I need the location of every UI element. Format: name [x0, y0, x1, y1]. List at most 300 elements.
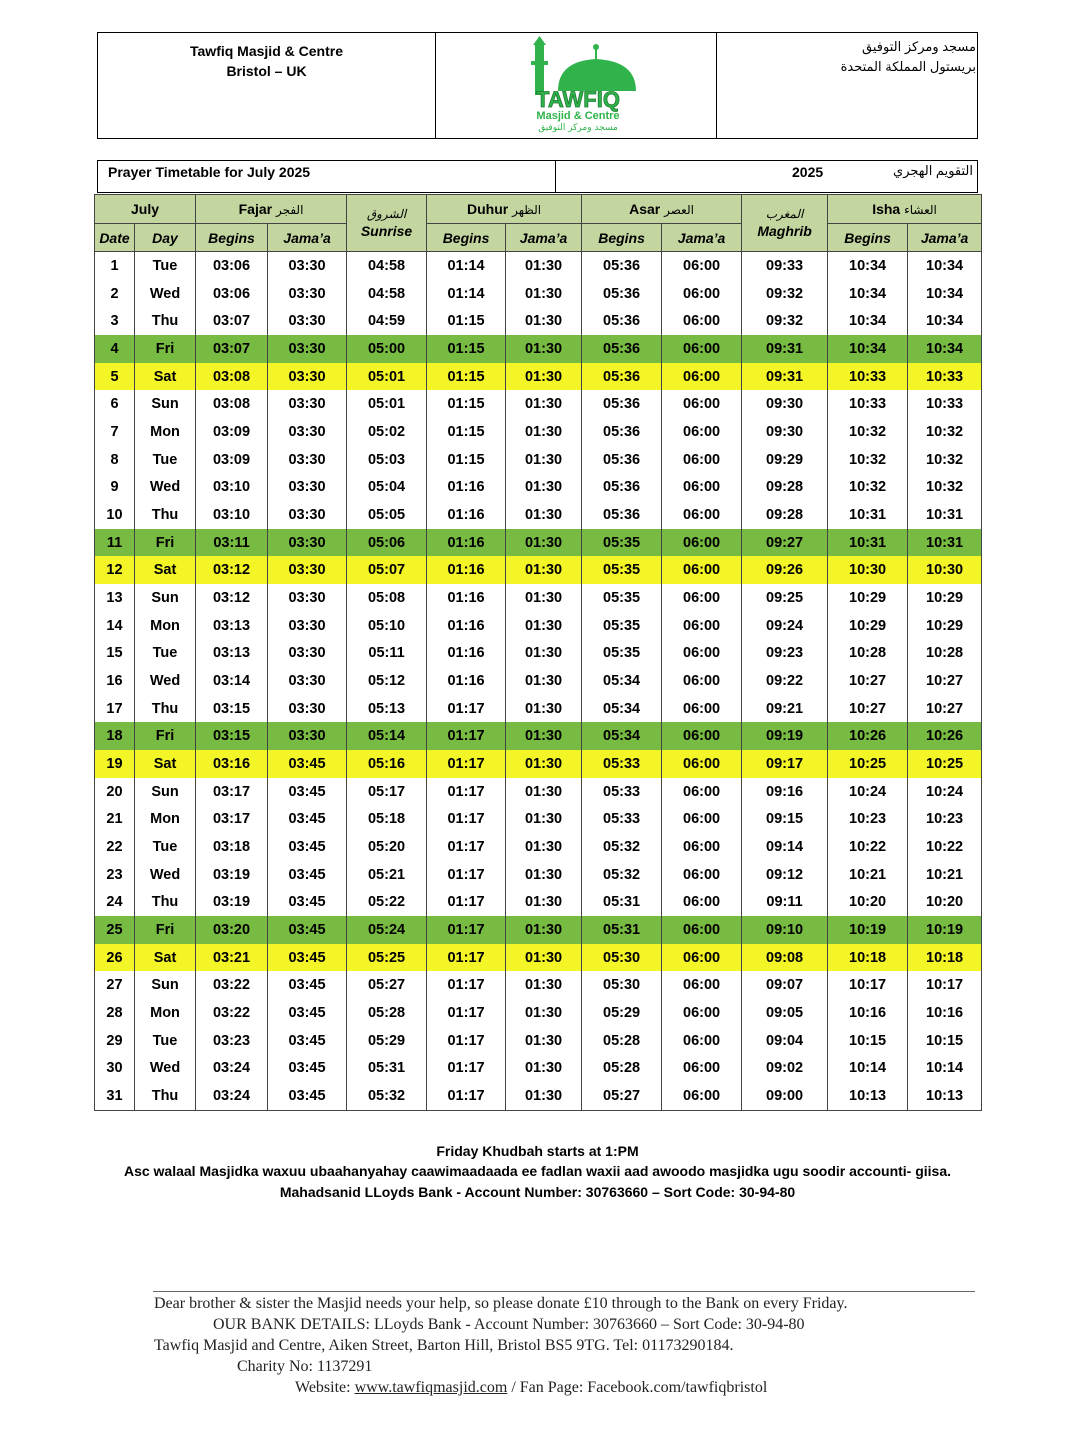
asar-begins-cell: 05:28: [582, 1054, 662, 1082]
maghrib-cell: 09:33: [742, 252, 828, 280]
date-cell: 3: [95, 307, 135, 335]
day-cell: Thu: [135, 307, 196, 335]
donation-appeal: Dear brother & sister the Masjid needs your help, so please donate £10 through to the Bank on every Friday.: [154, 1295, 848, 1312]
asar-jamaa-cell: 06:00: [662, 750, 742, 778]
duhur-jamaa-cell: 01:30: [506, 695, 582, 723]
title-divider: [555, 161, 556, 192]
table-row: [95, 695, 982, 723]
fajar-begins-cell: 03:09: [196, 446, 268, 474]
charity-number: Charity No: 1137291: [237, 1358, 373, 1375]
isha-begins-cell: 10:14: [828, 1054, 908, 1082]
isha-begins-cell: 10:33: [828, 363, 908, 391]
isha-jamaa-cell: 10:17: [908, 971, 982, 999]
table-row: [95, 363, 982, 391]
sunrise-cell: 05:32: [347, 1082, 427, 1110]
asar-jamaa-cell: 06:00: [662, 335, 742, 363]
day-cell: Wed: [135, 861, 196, 889]
asar-jamaa-cell: 06:00: [662, 473, 742, 501]
maghrib-cell: 09:17: [742, 750, 828, 778]
table-row: [95, 584, 982, 612]
day-cell: Mon: [135, 418, 196, 446]
table-row: [95, 473, 982, 501]
isha-begins-cell: 10:26: [828, 722, 908, 750]
month-header: July: [95, 195, 196, 224]
isha-jamaa-cell: 10:34: [908, 280, 982, 308]
asar-begins-cell: 05:35: [582, 556, 662, 584]
date-cell: 14: [95, 612, 135, 640]
isha-begins-cell: 10:23: [828, 805, 908, 833]
asar-jamaa-cell: 06:00: [662, 695, 742, 723]
day-cell: Mon: [135, 999, 196, 1027]
asar-begins-cell: 05:36: [582, 446, 662, 474]
duhur-jamaa-cell: 01:30: [506, 722, 582, 750]
fajar-begins-cell: 03:16: [196, 750, 268, 778]
table-row: [95, 501, 982, 529]
duhur-jamaa-cell: 01:30: [506, 861, 582, 889]
day-cell: Mon: [135, 612, 196, 640]
sunrise-cell: 05:24: [347, 916, 427, 944]
asar-jamaa-cell: 06:00: [662, 639, 742, 667]
fajar-begins-cell: 03:06: [196, 280, 268, 308]
date-cell: 20: [95, 778, 135, 806]
sunrise-cell: 05:06: [347, 529, 427, 557]
sunrise-arabic: الشروق: [366, 207, 407, 221]
isha-begins-header: Begins: [828, 224, 908, 252]
fajar-begins-cell: 03:10: [196, 473, 268, 501]
day-cell: Sat: [135, 556, 196, 584]
khudbah-note: Friday Khudbah starts at 1:PM: [436, 1143, 639, 1159]
logo-sub-text: Masjid & Centre: [536, 110, 620, 122]
duhur-jamaa-header: Jama’a: [506, 224, 582, 252]
duhur-begins-cell: 01:15: [427, 418, 506, 446]
maghrib-cell: 09:16: [742, 778, 828, 806]
asar-jamaa-cell: 06:00: [662, 778, 742, 806]
asar-jamaa-cell: 06:00: [662, 999, 742, 1027]
maghrib-cell: 09:02: [742, 1054, 828, 1082]
day-cell: Sat: [135, 363, 196, 391]
day-cell: Fri: [135, 529, 196, 557]
fajar-begins-cell: 03:15: [196, 722, 268, 750]
maghrib-cell: 09:11: [742, 888, 828, 916]
isha-jamaa-cell: 10:27: [908, 695, 982, 723]
header-divider: [716, 33, 717, 138]
isha-jamaa-cell: 10:29: [908, 612, 982, 640]
asar-begins-cell: 05:31: [582, 916, 662, 944]
duhur-header: [427, 195, 582, 224]
maghrib-cell: 09:28: [742, 473, 828, 501]
table-row: [95, 252, 982, 280]
fajar-begins-header: Begins: [196, 224, 268, 252]
duhur-begins-cell: 01:17: [427, 1054, 506, 1082]
asar-header: [582, 195, 742, 224]
duhur-begins-cell: 01:17: [427, 916, 506, 944]
duhur-begins-cell: 01:17: [427, 750, 506, 778]
isha-begins-cell: 10:34: [828, 252, 908, 280]
duhur-begins-cell: 01:17: [427, 971, 506, 999]
asar-begins-cell: 05:36: [582, 307, 662, 335]
isha-jamaa-cell: 10:31: [908, 529, 982, 557]
fajar-begins-cell: 03:24: [196, 1054, 268, 1082]
day-cell: Sat: [135, 750, 196, 778]
isha-begins-cell: 10:32: [828, 418, 908, 446]
maghrib-cell: 09:21: [742, 695, 828, 723]
table-row: [95, 390, 982, 418]
duhur-jamaa-cell: 01:30: [506, 612, 582, 640]
date-cell: 10: [95, 501, 135, 529]
duhur-begins-cell: 01:17: [427, 805, 506, 833]
header-divider: [435, 33, 436, 138]
asar-begins-cell: 05:36: [582, 252, 662, 280]
duhur-jamaa-cell: 01:30: [506, 778, 582, 806]
sunrise-cell: 05:14: [347, 722, 427, 750]
isha-jamaa-cell: 10:27: [908, 667, 982, 695]
isha-begins-cell: 10:29: [828, 584, 908, 612]
table-row: [95, 722, 982, 750]
isha-begins-cell: 10:32: [828, 473, 908, 501]
org-info-arabic: [724, 37, 976, 77]
fanpage-text: / Fan Page: Facebook.com/tawfiqbristol: [507, 1379, 768, 1396]
table-row: [95, 280, 982, 308]
date-cell: 23: [95, 861, 135, 889]
sunrise-cell: 05:17: [347, 778, 427, 806]
duhur-begins-cell: 01:15: [427, 390, 506, 418]
asar-begins-cell: 05:36: [582, 280, 662, 308]
isha-jamaa-cell: 10:13: [908, 1082, 982, 1110]
asar-jamaa-cell: 06:00: [662, 722, 742, 750]
fajar-jamaa-cell: 03:30: [268, 612, 347, 640]
asar-begins-cell: 05:33: [582, 778, 662, 806]
isha-begins-cell: 10:31: [828, 501, 908, 529]
asar-begins-cell: 05:34: [582, 722, 662, 750]
timetable-title: Prayer Timetable for July 2025: [108, 164, 311, 180]
isha-jamaa-cell: 10:28: [908, 639, 982, 667]
fajar-jamaa-cell: 03:30: [268, 695, 347, 723]
duhur-begins-cell: 01:17: [427, 695, 506, 723]
header-row-subcolumns: [95, 224, 982, 252]
asar-label: Asar: [629, 201, 661, 217]
duhur-begins-cell: 01:16: [427, 556, 506, 584]
table-row: [95, 750, 982, 778]
date-cell: 28: [95, 999, 135, 1027]
fajar-jamaa-cell: 03:30: [268, 639, 347, 667]
day-cell: Tue: [135, 1027, 196, 1055]
asar-jamaa-cell: 06:00: [662, 529, 742, 557]
asar-begins-cell: 05:35: [582, 639, 662, 667]
fajar-jamaa-cell: 03:45: [268, 861, 347, 889]
date-cell: 4: [95, 335, 135, 363]
duhur-begins-cell: 01:17: [427, 1027, 506, 1055]
maghrib-cell: 09:04: [742, 1027, 828, 1055]
day-cell: Wed: [135, 473, 196, 501]
sunrise-cell: 04:58: [347, 252, 427, 280]
fajar-jamaa-cell: 03:45: [268, 888, 347, 916]
sunrise-label: Sunrise: [360, 223, 413, 239]
fajar-begins-cell: 03:19: [196, 861, 268, 889]
date-cell: 29: [95, 1027, 135, 1055]
fajar-jamaa-cell: 03:45: [268, 1027, 347, 1055]
isha-begins-cell: 10:21: [828, 861, 908, 889]
fajar-jamaa-cell: 03:30: [268, 473, 347, 501]
asar-begins-cell: 05:27: [582, 1082, 662, 1110]
logo-main-text: TAWFIQ: [536, 87, 620, 112]
sunrise-cell: 05:16: [347, 750, 427, 778]
day-cell: Tue: [135, 639, 196, 667]
fajar-begins-cell: 03:22: [196, 971, 268, 999]
sunrise-cell: 05:31: [347, 1054, 427, 1082]
duhur-jamaa-cell: 01:30: [506, 418, 582, 446]
date-cell: 1: [95, 252, 135, 280]
isha-jamaa-cell: 10:14: [908, 1054, 982, 1082]
duhur-jamaa-cell: 01:30: [506, 971, 582, 999]
sunrise-cell: 05:18: [347, 805, 427, 833]
isha-jamaa-cell: 10:33: [908, 390, 982, 418]
sunrise-header: [347, 195, 427, 252]
timetable-body: [95, 252, 982, 1111]
sunrise-cell: 05:22: [347, 888, 427, 916]
day-cell: Thu: [135, 888, 196, 916]
maghrib-cell: 09:12: [742, 861, 828, 889]
maghrib-label: Maghrib: [757, 223, 812, 239]
day-header: Day: [135, 224, 196, 252]
duhur-jamaa-cell: 01:30: [506, 280, 582, 308]
duhur-jamaa-cell: 01:30: [506, 805, 582, 833]
isha-begins-cell: 10:34: [828, 335, 908, 363]
duhur-jamaa-cell: 01:30: [506, 446, 582, 474]
table-row: [95, 944, 982, 972]
fajar-jamaa-cell: 03:30: [268, 556, 347, 584]
isha-begins-cell: 10:27: [828, 695, 908, 723]
date-cell: 31: [95, 1082, 135, 1110]
isha-jamaa-cell: 10:15: [908, 1027, 982, 1055]
asar-jamaa-cell: 06:00: [662, 584, 742, 612]
date-cell: 2: [95, 280, 135, 308]
date-cell: 22: [95, 833, 135, 861]
duhur-begins-cell: 01:17: [427, 861, 506, 889]
asar-jamaa-cell: 06:00: [662, 280, 742, 308]
duhur-begins-cell: 01:17: [427, 833, 506, 861]
fajar-begins-cell: 03:07: [196, 307, 268, 335]
maghrib-cell: 09:08: [742, 944, 828, 972]
date-cell: 15: [95, 639, 135, 667]
fajar-begins-cell: 03:19: [196, 888, 268, 916]
fajar-begins-cell: 03:13: [196, 639, 268, 667]
date-cell: 30: [95, 1054, 135, 1082]
table-row: [95, 999, 982, 1027]
table-row: [95, 612, 982, 640]
fajar-jamaa-cell: 03:45: [268, 999, 347, 1027]
table-row: [95, 778, 982, 806]
maghrib-cell: 09:23: [742, 639, 828, 667]
maghrib-cell: 09:27: [742, 529, 828, 557]
maghrib-cell: 09:32: [742, 307, 828, 335]
isha-jamaa-cell: 10:23: [908, 805, 982, 833]
asar-jamaa-cell: 06:00: [662, 1082, 742, 1110]
fajar-jamaa-cell: 03:30: [268, 307, 347, 335]
fajar-begins-cell: 03:12: [196, 556, 268, 584]
fajar-begins-cell: 03:22: [196, 999, 268, 1027]
asar-jamaa-cell: 06:00: [662, 446, 742, 474]
fajar-begins-cell: 03:23: [196, 1027, 268, 1055]
somali-donation-note: Asc walaal Masjidka waxuu ubaahanyahay caawimaadaada ee fadlan waxii aad awoodo masjidka ugu soodir accounti- giisa.: [123, 1163, 952, 1179]
fajar-begins-cell: 03:11: [196, 529, 268, 557]
isha-begins-cell: 10:34: [828, 307, 908, 335]
duhur-jamaa-cell: 01:30: [506, 667, 582, 695]
date-cell: 8: [95, 446, 135, 474]
duhur-begins-cell: 01:17: [427, 722, 506, 750]
isha-jamaa-cell: 10:21: [908, 861, 982, 889]
date-cell: 13: [95, 584, 135, 612]
duhur-begins-cell: 01:16: [427, 667, 506, 695]
isha-jamaa-cell: 10:22: [908, 833, 982, 861]
table-row: [95, 529, 982, 557]
asar-begins-cell: 05:33: [582, 805, 662, 833]
isha-jamaa-cell: 10:34: [908, 335, 982, 363]
table-row: [95, 639, 982, 667]
asar-begins-cell: 05:33: [582, 750, 662, 778]
tawfiq-logo: [498, 33, 658, 133]
table-row: [95, 1054, 982, 1082]
asar-begins-cell: 05:28: [582, 1027, 662, 1055]
isha-jamaa-header: Jama’a: [908, 224, 982, 252]
date-cell: 6: [95, 390, 135, 418]
fajar-begins-cell: 03:12: [196, 584, 268, 612]
isha-begins-cell: 10:16: [828, 999, 908, 1027]
day-cell: Tue: [135, 252, 196, 280]
fajar-begins-cell: 03:09: [196, 418, 268, 446]
asar-jamaa-cell: 06:00: [662, 556, 742, 584]
maghrib-cell: 09:28: [742, 501, 828, 529]
arabic-org-name: مسجد ومركز التوفيق: [862, 39, 976, 54]
maghrib-cell: 09:30: [742, 418, 828, 446]
sunrise-cell: 05:28: [347, 999, 427, 1027]
sunrise-cell: 05:08: [347, 584, 427, 612]
duhur-begins-cell: 01:14: [427, 280, 506, 308]
isha-jamaa-cell: 10:32: [908, 473, 982, 501]
fajar-jamaa-cell: 03:45: [268, 1082, 347, 1110]
duhur-jamaa-cell: 01:30: [506, 252, 582, 280]
isha-jamaa-cell: 10:34: [908, 252, 982, 280]
asar-jamaa-cell: 06:00: [662, 390, 742, 418]
isha-begins-cell: 10:15: [828, 1027, 908, 1055]
isha-begins-cell: 10:27: [828, 667, 908, 695]
fajar-begins-cell: 03:08: [196, 363, 268, 391]
asar-begins-cell: 05:36: [582, 473, 662, 501]
fajar-jamaa-cell: 03:30: [268, 667, 347, 695]
duhur-jamaa-cell: 01:30: [506, 556, 582, 584]
table-row: [95, 335, 982, 363]
day-cell: Fri: [135, 916, 196, 944]
sunrise-cell: 05:12: [347, 667, 427, 695]
day-cell: Sun: [135, 971, 196, 999]
header-box: [97, 32, 978, 139]
sunrise-cell: 05:10: [347, 612, 427, 640]
maghrib-cell: 09:05: [742, 999, 828, 1027]
maghrib-cell: 09:22: [742, 667, 828, 695]
sunrise-cell: 05:01: [347, 363, 427, 391]
sunrise-cell: 05:04: [347, 473, 427, 501]
day-cell: Sun: [135, 390, 196, 418]
duhur-jamaa-cell: 01:30: [506, 584, 582, 612]
table-row: [95, 418, 982, 446]
maghrib-cell: 09:14: [742, 833, 828, 861]
sunrise-cell: 05:29: [347, 1027, 427, 1055]
day-cell: Sun: [135, 584, 196, 612]
table-row: [95, 916, 982, 944]
duhur-begins-cell: 01:17: [427, 1082, 506, 1110]
day-cell: Sun: [135, 778, 196, 806]
maghrib-cell: 09:15: [742, 805, 828, 833]
table-row: [95, 446, 982, 474]
isha-begins-cell: 10:29: [828, 612, 908, 640]
duhur-jamaa-cell: 01:30: [506, 999, 582, 1027]
day-cell: Wed: [135, 1054, 196, 1082]
logo-arabic-text: مسجد ومركز التوفيق: [538, 123, 618, 133]
asar-jamaa-cell: 06:00: [662, 612, 742, 640]
sunrise-cell: 05:13: [347, 695, 427, 723]
asar-begins-cell: 05:34: [582, 667, 662, 695]
isha-header: [828, 195, 982, 224]
footer-divider: [153, 1291, 975, 1292]
fajar-begins-cell: 03:10: [196, 501, 268, 529]
duhur-jamaa-cell: 01:30: [506, 639, 582, 667]
isha-begins-cell: 10:28: [828, 639, 908, 667]
isha-begins-cell: 10:31: [828, 529, 908, 557]
duhur-begins-cell: 01:16: [427, 501, 506, 529]
duhur-jamaa-cell: 01:30: [506, 888, 582, 916]
date-cell: 12: [95, 556, 135, 584]
isha-jamaa-cell: 10:19: [908, 916, 982, 944]
duhur-jamaa-cell: 01:30: [506, 750, 582, 778]
fajar-begins-cell: 03:21: [196, 944, 268, 972]
isha-begins-cell: 10:19: [828, 916, 908, 944]
asar-begins-cell: 05:36: [582, 335, 662, 363]
duhur-jamaa-cell: 01:30: [506, 307, 582, 335]
asar-jamaa-cell: 06:00: [662, 861, 742, 889]
duhur-jamaa-cell: 01:30: [506, 529, 582, 557]
table-row: [95, 805, 982, 833]
fajar-header: [196, 195, 347, 224]
duhur-jamaa-cell: 01:30: [506, 1027, 582, 1055]
fajar-jamaa-cell: 03:30: [268, 418, 347, 446]
date-cell: 9: [95, 473, 135, 501]
asar-begins-cell: 05:36: [582, 501, 662, 529]
isha-begins-cell: 10:32: [828, 446, 908, 474]
duhur-begins-cell: 01:17: [427, 944, 506, 972]
fajar-begins-cell: 03:17: [196, 778, 268, 806]
table-row: [95, 888, 982, 916]
asar-begins-cell: 05:35: [582, 529, 662, 557]
website-link[interactable]: www.tawfiqmasjid.com: [354, 1379, 508, 1396]
isha-begins-cell: 10:13: [828, 1082, 908, 1110]
maghrib-cell: 09:24: [742, 612, 828, 640]
asar-begins-cell: 05:35: [582, 584, 662, 612]
title-bar: [97, 160, 978, 193]
sunrise-cell: 04:59: [347, 307, 427, 335]
asar-jamaa-cell: 06:00: [662, 307, 742, 335]
table-row: [95, 833, 982, 861]
fajar-jamaa-cell: 03:30: [268, 280, 347, 308]
org-name: Tawfiq Masjid & Centre: [190, 43, 343, 59]
fajar-jamaa-cell: 03:45: [268, 1054, 347, 1082]
day-cell: Fri: [135, 335, 196, 363]
duhur-jamaa-cell: 01:30: [506, 335, 582, 363]
day-cell: Thu: [135, 501, 196, 529]
maghrib-cell: 09:32: [742, 280, 828, 308]
date-cell: 5: [95, 363, 135, 391]
fajar-arabic: الفجر: [275, 203, 304, 217]
table-row: [95, 861, 982, 889]
duhur-begins-cell: 01:16: [427, 529, 506, 557]
